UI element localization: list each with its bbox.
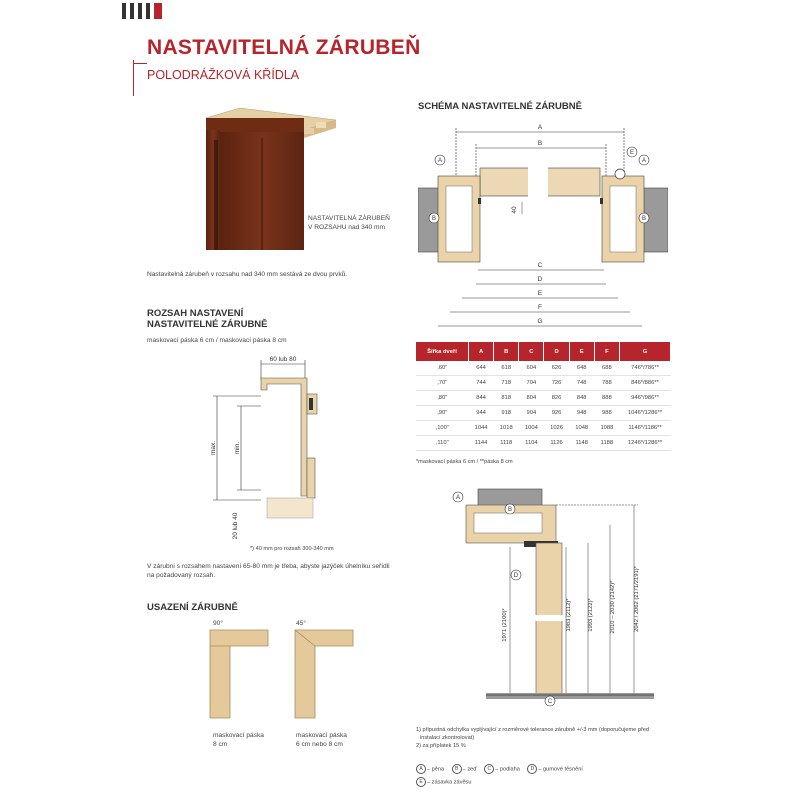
table-cell: 1144 [469, 436, 494, 451]
table-cell: 926 [544, 406, 569, 421]
table-cell: 704 [519, 376, 544, 391]
table-cell: 818 [494, 391, 519, 406]
table-cell: ,100" [416, 421, 469, 436]
table-cell: 618 [494, 361, 519, 376]
table-cell: 746*/786** [620, 361, 671, 376]
table-cell: ,110" [416, 436, 469, 451]
schema-callout-e: E [629, 150, 635, 156]
table-cell: 846*/886** [620, 376, 671, 391]
section-callout-a: A [455, 495, 461, 501]
table-cell: 648 [569, 361, 594, 376]
title-rule-tick [133, 63, 147, 64]
table-cell: 804 [519, 391, 544, 406]
table-cell: 1044 [469, 421, 494, 436]
table-cell: 946*/986** [620, 391, 671, 406]
dim-label-g: G [537, 318, 543, 325]
table-row [416, 406, 671, 421]
range-title-2: NASTAVITELNÉ ZÁRUBNĚ [147, 319, 268, 330]
col-header: Šířka dveří [416, 342, 469, 361]
table-cell: 748 [569, 376, 594, 391]
col-header: E [569, 342, 594, 361]
caption-45-1: maskovací páska [296, 732, 347, 739]
page-title: NASTAVITELNÁ ZÁRUBEŇ [147, 36, 421, 59]
table-row [416, 436, 671, 451]
table-cell: 1246*/1286** [620, 436, 671, 451]
dim-label-b: B [537, 140, 543, 147]
table-cell: 1088 [594, 421, 619, 436]
range-label-min: min. [234, 441, 241, 455]
range-diagram [205, 350, 345, 550]
title-rule [133, 60, 134, 96]
table-cell: 944 [469, 406, 494, 421]
caption-90-2: 8 cm [213, 741, 228, 748]
table-cell: 626 [544, 361, 569, 376]
table-cell: 904 [519, 406, 544, 421]
page-subtitle: POLODRÁŽKOVÁ KŘÍDLA [147, 68, 300, 82]
dim-label-c: C [537, 262, 543, 269]
table-cell: 1046*/1286** [620, 406, 671, 421]
dim-label-f: F [538, 304, 542, 311]
table-cell: 718 [494, 376, 519, 391]
col-header: A [469, 342, 494, 361]
col-header: C [519, 342, 544, 361]
product-note: Nastavitelná zárubeň v rozsahu nad 340 mm sestává ze dvou prvků. [147, 271, 348, 278]
col-header: D [544, 342, 569, 361]
corner-45-diagram [293, 628, 355, 720]
note-1: 1) připustná odchylka vyplývající z rozměrové tolerance zárubně +/-3 mm (doporučujeme před [416, 727, 650, 733]
table-row [416, 421, 671, 436]
table-cell: 688 [594, 361, 619, 376]
table-cell: 604 [519, 361, 544, 376]
table-cell: 848 [569, 391, 594, 406]
range-subtitle: maskovací páska 6 cm / maskovací páska 8 cm [147, 337, 287, 344]
note-3: 2) za příplatek 15 % [416, 743, 466, 749]
legend-e: E – zásavka závěsu [416, 777, 471, 787]
angle-90-label: 90° [213, 620, 223, 627]
table-cell: 1104 [519, 436, 544, 451]
table-cell: 1026 [544, 421, 569, 436]
schema-callout-a: A [437, 158, 443, 164]
brand-logo [122, 3, 168, 19]
dim-label-d: D [537, 276, 543, 283]
table-cell: 948 [569, 406, 594, 421]
section-callout-d: D [513, 573, 519, 579]
col-header: B [494, 342, 519, 361]
caption-90-1: maskovací páska [213, 732, 264, 739]
table-header-row [416, 342, 671, 361]
section-callout-b: B [507, 507, 513, 513]
product-caption-2: V ROZSAHU nad 340 mm [308, 224, 385, 231]
range-note-2: na požadovaný rozsah. [147, 572, 216, 579]
table-cell: 788 [594, 376, 619, 391]
section-dim-5: 2042 / 2062 (2171/2191)* [634, 566, 640, 632]
dim-label-40: 40 [511, 206, 518, 214]
section-dim-1: 1971 (2100)* [502, 608, 508, 642]
table-cell: ,60" [416, 361, 469, 376]
legend-a: A – pěna [416, 764, 444, 774]
table-cell: 1188 [594, 436, 619, 451]
note-2: instalací zkontrolovat) [420, 735, 475, 741]
dim-label-e: E [537, 290, 543, 297]
table-cell: 826 [544, 391, 569, 406]
legend-b: B – zeď [452, 764, 477, 774]
legend-c: C – podlaha [484, 764, 520, 774]
section-dim-2: 1983 (2112)* [566, 598, 572, 632]
table-cell: 1004 [519, 421, 544, 436]
col-header: F [594, 342, 619, 361]
table-row [416, 361, 671, 376]
schema-title: SCHÉMA NASTAVITELNÉ ZÁRUBNĚ [418, 101, 582, 112]
table-footnote: *maskovací páska 6 cm / **páska 8 cm [416, 459, 513, 465]
table-cell: 1118 [494, 436, 519, 451]
dimension-table [416, 342, 671, 451]
corner-90-diagram [208, 628, 270, 720]
table-cell: 744 [469, 376, 494, 391]
range-label-max: max. [210, 440, 217, 456]
table-row [416, 391, 671, 406]
section-dim-3: 1993 (2122)* [588, 598, 594, 632]
frame-section-diagram [452, 485, 672, 715]
table-cell: 1018 [494, 421, 519, 436]
caption-45-2: 6 cm nebo 8 cm [296, 741, 343, 748]
table-cell: 1126 [544, 436, 569, 451]
product-caption-1: NASTAVITELNÁ ZÁRUBEŇ [308, 215, 390, 222]
table-row [416, 376, 671, 391]
table-cell: 1146*/1186** [620, 421, 671, 436]
table-cell: ,90" [416, 406, 469, 421]
table-cell: 918 [494, 406, 519, 421]
table-cell: 988 [594, 406, 619, 421]
door-frame-photo [200, 100, 340, 260]
table-cell: 644 [469, 361, 494, 376]
col-header: G [620, 342, 671, 361]
range-label-bottom: 20 lub 40 [232, 512, 239, 540]
range-title-1: ROZSAH NASTAVENÍ [147, 308, 244, 319]
table-cell: 1148 [569, 436, 594, 451]
schema-callout-b: B [431, 216, 437, 222]
table-cell: 888 [594, 391, 619, 406]
section-callout-c: C [547, 699, 553, 705]
legend-row-2 [416, 777, 477, 787]
legend-d: D – gumové těsnění [527, 764, 582, 774]
range-dim-top: 60 lub 80 [269, 356, 297, 363]
schema-callout-b2: B [641, 216, 647, 222]
section-dim-4: 2010 – 2030 (2142)* [610, 580, 616, 634]
legend-row-1 [416, 764, 589, 774]
dim-label-a: A [537, 124, 543, 131]
table-cell: 726 [544, 376, 569, 391]
schema-callout-a2: A [641, 158, 647, 164]
angle-45-label: 45° [296, 620, 306, 627]
table-cell: ,80" [416, 391, 469, 406]
table-cell: 1048 [569, 421, 594, 436]
usazeni-title: USAZENÍ ZÁRUBNĚ [147, 602, 238, 613]
range-note-1: V zárubni s rozsahem nastavení 65-80 mm je třeba, abyste jazýček úhelníku seřídli [147, 563, 390, 570]
range-footnote: *) 40 mm pro rozsah 300-340 mm [250, 546, 334, 552]
frame-schema-diagram [418, 118, 668, 338]
table-cell: 844 [469, 391, 494, 406]
table-cell: ,70" [416, 376, 469, 391]
